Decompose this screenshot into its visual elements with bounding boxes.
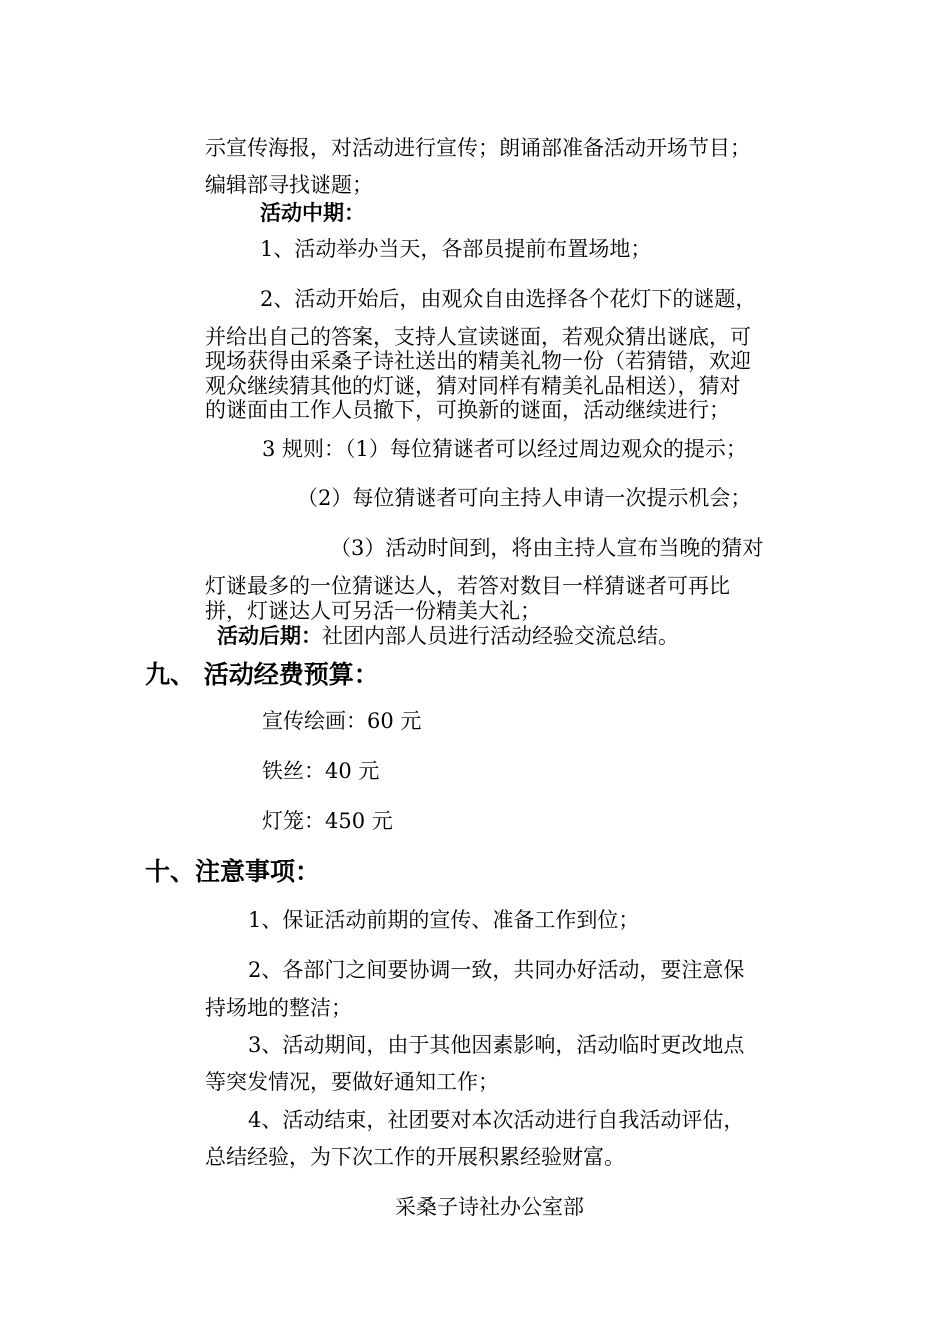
mid-item-2: 2、活动开始后，由观众自由选择各个花灯下的谜题，	[260, 287, 757, 311]
body-line: 示宣传海报，对活动进行宣传；朗诵部准备活动开场节目；	[205, 136, 751, 160]
notice-item-3: 3、活动期间，由于其他因素影响，活动临时更改地点	[248, 1033, 745, 1057]
rule-1: 3 规则：（1）每位猜谜者可以经过周边观众的提示；	[262, 437, 747, 461]
rule-2: （2）每位猜谜者可向主持人申请一次提示机会；	[297, 486, 752, 510]
mid-item-1: 1、活动举办当天，各部员提前布置场地；	[260, 237, 652, 261]
body-line: 观众继续猜其他的灯谜，猜对同样有精美礼品相送），猜对	[205, 374, 741, 398]
notice-item-1: 1、保证活动前期的宣传、准备工作到位；	[248, 908, 640, 932]
signature: 采桑子诗社办公室部	[395, 1195, 584, 1219]
body-line: 总结经验，为下次工作的开展积累经验财富。	[205, 1145, 625, 1169]
late-text: 社团内部人员进行活动经验交流总结。	[322, 624, 679, 648]
body-line: 编辑部寻找谜题；	[205, 173, 373, 197]
section-9-heading: 九、 活动经费预算：	[145, 660, 379, 689]
section-10-heading: 十、注意事项：	[145, 857, 321, 886]
late-label: 活动后期：	[217, 623, 322, 648]
budget-item: 宣传绘画：60 元	[262, 709, 422, 733]
budget-item: 铁丝：40 元	[262, 759, 380, 783]
body-line: 的谜面由工作人员撤下，可换新的谜面，活动继续进行；	[205, 398, 730, 422]
body-line: 并给出自己的答案，支持人宣读谜面，若观众猜出谜底，可	[205, 325, 751, 349]
rule-3: （3）活动时间到，将由主持人宣布当晚的猜对	[330, 536, 764, 560]
body-line: 现场获得由采桑子诗社送出的精美礼物一份（若猜错，欢迎	[205, 349, 751, 373]
notice-item-2: 2、各部门之间要协调一致，共同办好活动，要注意保	[248, 958, 745, 982]
notice-item-4: 4、活动结束，社团要对本次活动进行自我活动评估，	[248, 1108, 745, 1132]
body-line: 灯谜最多的一位猜谜达人，若答对数目一样猜谜者可再比	[205, 574, 730, 598]
body-line: 持场地的整洁；	[205, 996, 352, 1020]
mid-heading: 活动中期：	[260, 200, 365, 225]
body-line: 拼，灯谜达人可另活一份精美大礼；	[205, 599, 541, 623]
body-line: 等突发情况，要做好通知工作；	[205, 1070, 499, 1094]
late-paragraph	[217, 623, 679, 649]
budget-item: 灯笼：450 元	[262, 809, 393, 833]
